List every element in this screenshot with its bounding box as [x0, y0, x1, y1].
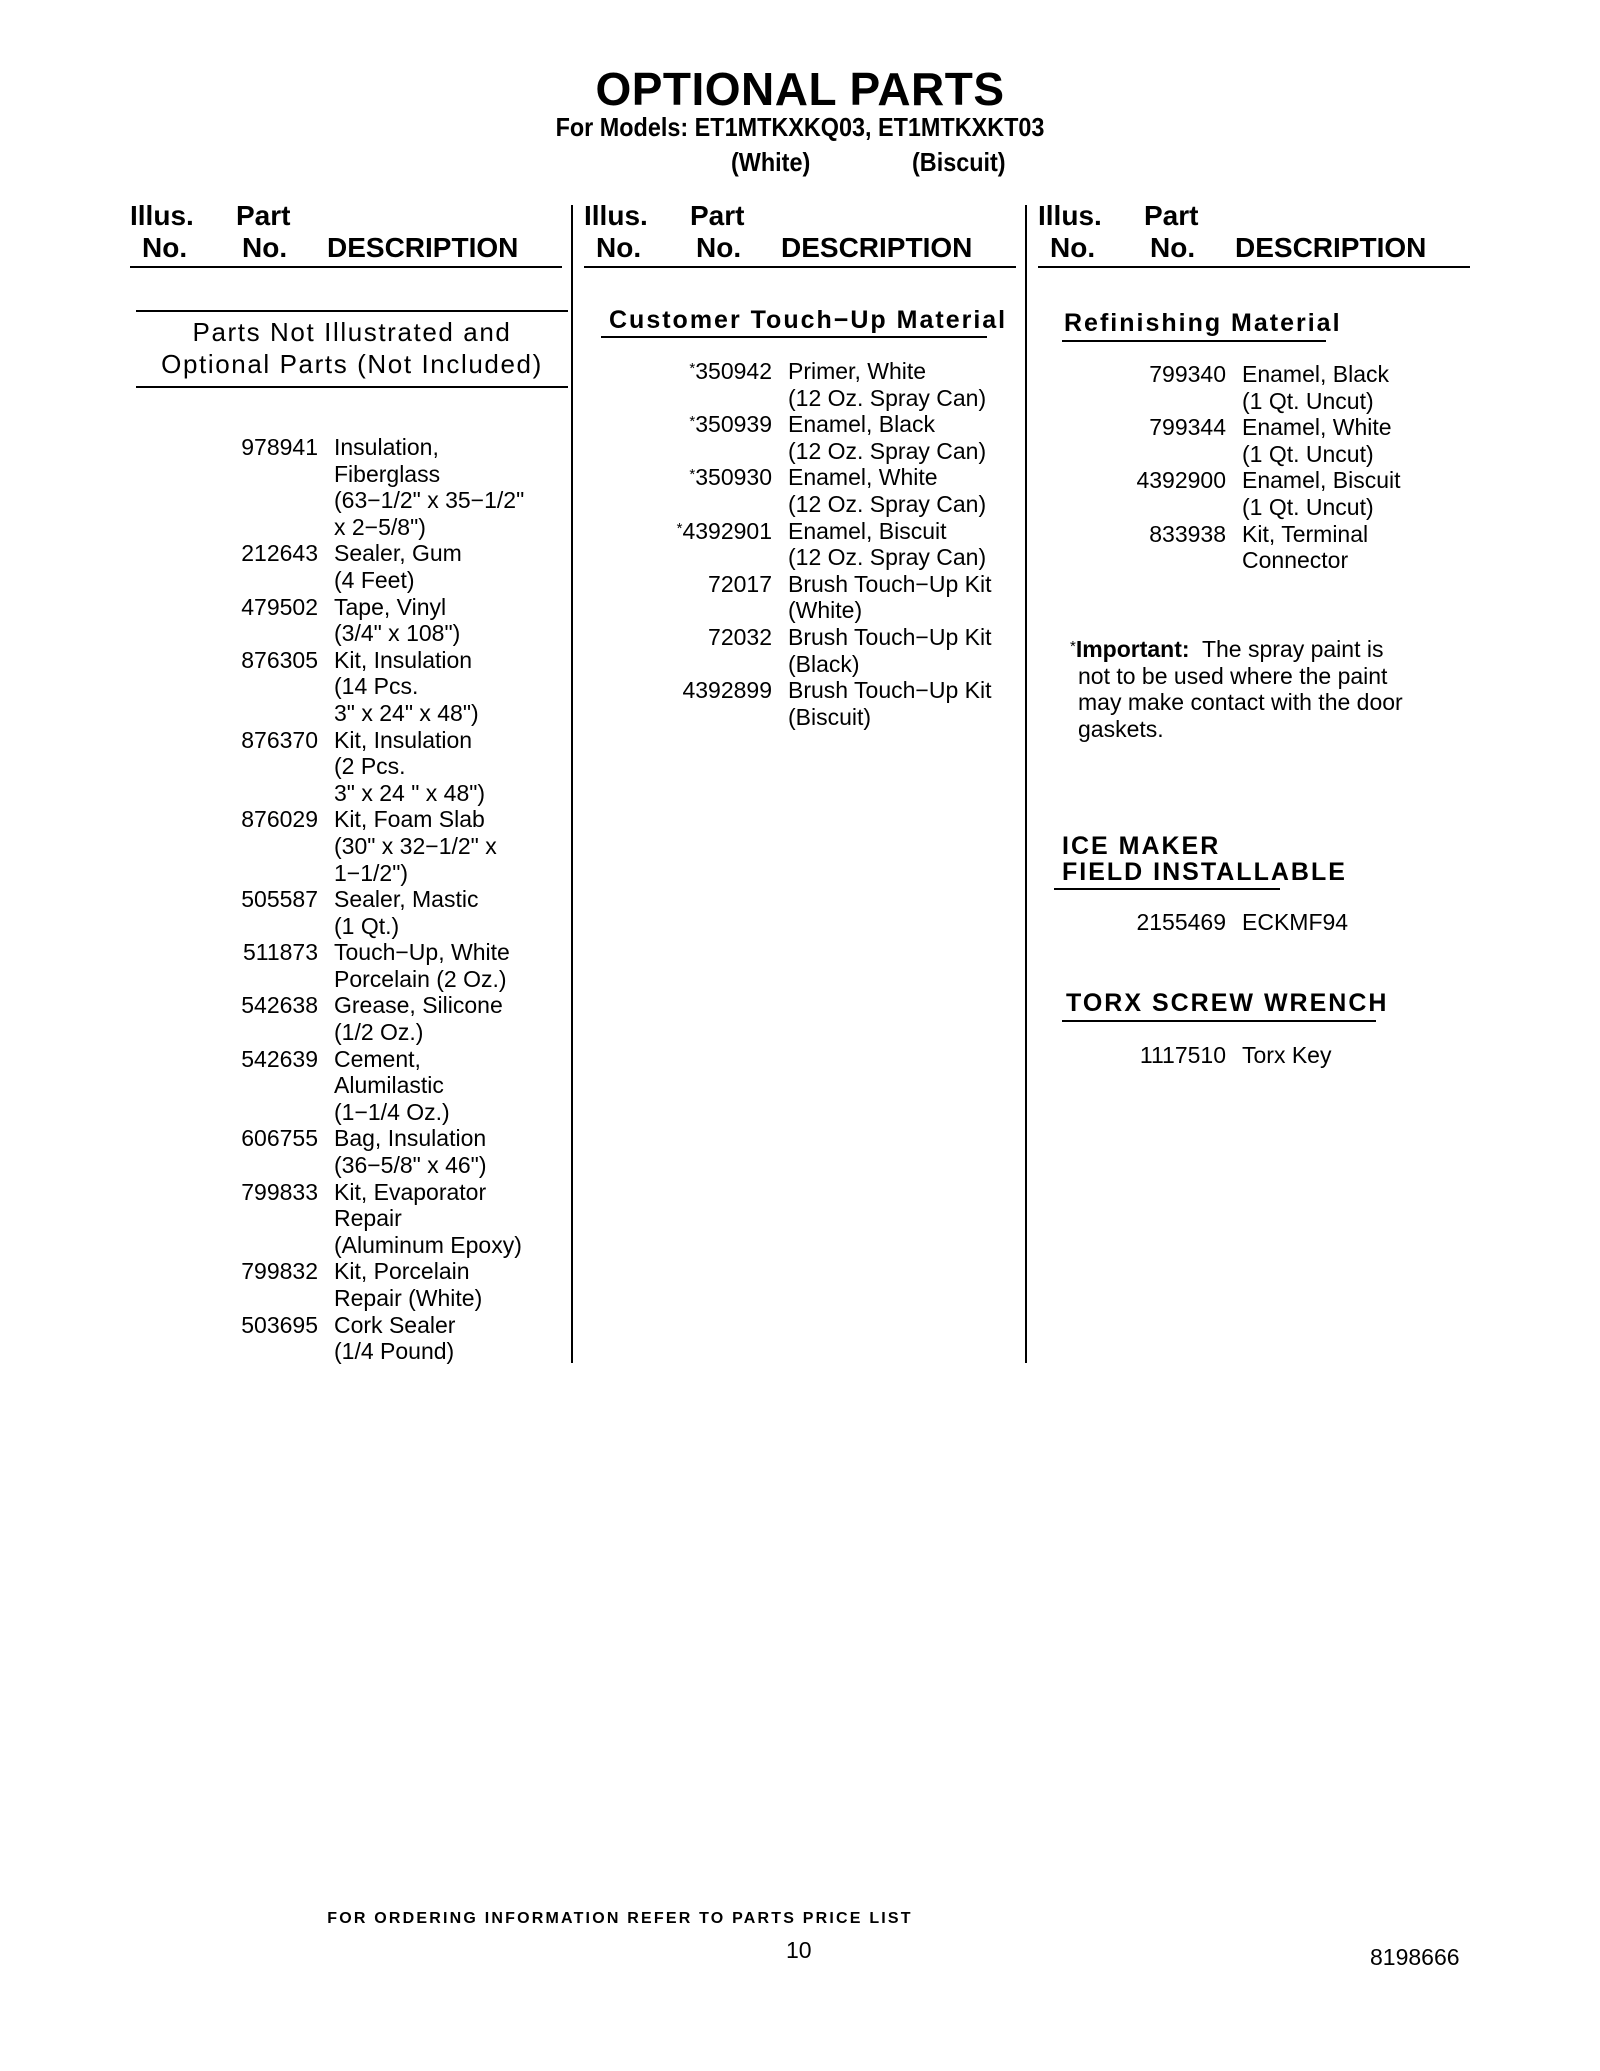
description-line: Repair (White)	[334, 1285, 483, 1311]
part-description	[334, 1125, 554, 1178]
list-item	[200, 594, 554, 647]
part-number: 799832	[241, 1258, 318, 1285]
list-item	[200, 647, 554, 727]
part-number: 978941	[241, 434, 318, 460]
part-description	[334, 647, 554, 727]
ice-maker-title-line2: FIELD INSTALLABLE	[1062, 858, 1347, 886]
description-line: 3" x 24" x 48")	[334, 699, 479, 726]
description-label: DESCRIPTION	[1235, 232, 1427, 263]
description-label: DESCRIPTION	[327, 232, 519, 263]
part-number: *350942	[689, 358, 772, 384]
list-item	[630, 518, 1018, 571]
color-biscuit-label: (Biscuit)	[912, 147, 1006, 177]
part-number: 799344	[1149, 414, 1226, 441]
description-line: (1−1/4 Oz.)	[334, 1098, 450, 1125]
description-line: Cork Sealer	[334, 1311, 456, 1338]
part-number: 212643	[241, 540, 318, 567]
description-line: (White)	[788, 597, 863, 624]
important-note	[1070, 636, 1470, 742]
part-label: Part	[236, 200, 291, 231]
part-description	[788, 624, 1018, 677]
part-number: 799833	[241, 1178, 318, 1205]
ice-maker-title	[1062, 833, 1347, 885]
part-number: 542639	[241, 1045, 318, 1072]
part-description	[788, 358, 1018, 411]
description-line: Enamel, Black	[1242, 361, 1390, 387]
list-item	[630, 464, 1018, 517]
part-number: 833938	[1149, 520, 1226, 547]
list-item	[630, 624, 1018, 677]
list-item	[200, 1125, 554, 1178]
part-number: 542638	[241, 992, 318, 1019]
description-line: Enamel, Black	[788, 411, 936, 438]
part-description	[334, 886, 554, 939]
refinishing-title: Refinishing Material	[1064, 309, 1342, 337]
asterisk-marker: *	[689, 466, 696, 484]
part-number: 511873	[242, 939, 318, 966]
asterisk-marker: *	[689, 413, 696, 431]
list-item	[200, 806, 554, 886]
list-item	[200, 727, 554, 807]
list-item	[200, 886, 554, 939]
part-number: 503695	[241, 1311, 318, 1338]
list-item	[630, 677, 1018, 730]
illus-no-label: No.	[142, 232, 188, 263]
description-label: DESCRIPTION	[781, 232, 973, 263]
description-line: Cement,	[334, 1045, 421, 1072]
parts-not-illustrated-title	[136, 316, 568, 380]
illus-no-label: No.	[1050, 232, 1096, 263]
description-line: Repair	[334, 1205, 402, 1232]
part-no-label: No.	[696, 232, 742, 263]
torx-title: TORX SCREW WRENCH	[1066, 989, 1389, 1017]
part-description	[334, 992, 554, 1045]
part-description	[334, 540, 554, 593]
description-line: ECKMF94	[1242, 909, 1349, 935]
description-line: Sealer, Gum	[334, 540, 462, 567]
description-line: (1 Qt. Uncut)	[1242, 387, 1374, 414]
part-number: 876370	[241, 726, 318, 753]
refinishing-list	[1110, 361, 1472, 574]
description-line: Kit, Terminal	[1242, 520, 1369, 547]
description-line: (1/2 Oz.)	[334, 1019, 424, 1046]
part-description	[1242, 521, 1472, 574]
col2-header-rule	[584, 266, 1016, 268]
illus-label: Illus.	[130, 200, 194, 231]
description-line: Kit, Foam Slab	[334, 806, 485, 833]
part-number: 505587	[241, 886, 318, 913]
description-line: Torx Key	[1242, 1042, 1332, 1068]
col3-header-rule	[1038, 266, 1470, 268]
torx-list	[1110, 1042, 1472, 1069]
list-item	[1110, 361, 1472, 414]
note-line4: gaskets.	[1078, 715, 1164, 742]
parts-not-illustrated-list	[200, 434, 554, 1365]
description-line: (Biscuit)	[788, 703, 872, 730]
list-item	[200, 1312, 554, 1365]
color-white-label: (White)	[731, 147, 811, 177]
description-line: (63−1/2" x 35−1/2"	[334, 487, 525, 514]
list-item	[1110, 467, 1472, 520]
description-line: (3/4" x 108")	[334, 620, 461, 647]
description-line: Primer, White	[788, 358, 927, 384]
description-line: 3" x 24 " x 48")	[334, 779, 486, 806]
document-number: 8198666	[1370, 1944, 1460, 1970]
part-number: 4392900	[1136, 467, 1226, 494]
list-item	[630, 358, 1018, 411]
description-line: Enamel, White	[788, 464, 938, 491]
description-line: Kit, Insulation	[334, 646, 473, 673]
description-line: (1 Qt. Uncut)	[1242, 493, 1374, 520]
list-item	[200, 939, 554, 992]
description-line: (1 Qt.)	[334, 912, 400, 939]
description-line: Enamel, Biscuit	[788, 517, 947, 544]
list-item	[200, 434, 554, 540]
part-description	[1242, 909, 1472, 936]
illus-label: Illus.	[1038, 200, 1102, 231]
part-number: 799340	[1149, 361, 1226, 387]
illus-no-label: No.	[596, 232, 642, 263]
part-no-label: No.	[1150, 232, 1196, 263]
section1-top-rule	[136, 310, 568, 312]
description-line: Kit, Porcelain	[334, 1258, 470, 1285]
description-line: Insulation,	[334, 434, 439, 460]
description-line: Tape, Vinyl	[334, 593, 447, 620]
page-number: 10	[786, 1937, 812, 1963]
description-line: (12 Oz. Spray Can)	[788, 490, 987, 517]
description-line: (12 Oz. Spray Can)	[788, 384, 987, 411]
customer-touch-up-list	[630, 358, 1018, 730]
part-description	[788, 677, 1018, 730]
description-line: Kit, Insulation	[334, 726, 473, 753]
note-line3: may make contact with the door	[1078, 689, 1403, 716]
part-description	[1242, 467, 1472, 520]
list-item	[200, 1046, 554, 1126]
description-line: Bag, Insulation	[334, 1125, 487, 1152]
part-number: *4392901	[676, 517, 772, 544]
section2-rule	[601, 336, 987, 338]
list-item	[200, 992, 554, 1045]
list-item	[1110, 909, 1472, 936]
ice-maker-list	[1110, 909, 1472, 936]
list-item	[1110, 1042, 1472, 1069]
torx-rule	[1062, 1020, 1376, 1022]
part-number: *350930	[689, 464, 772, 491]
ice-maker-rule	[1054, 888, 1280, 890]
part-number: 876029	[241, 806, 318, 833]
part-description	[788, 571, 1018, 624]
section3-rule	[1062, 340, 1326, 342]
list-item	[200, 1179, 554, 1259]
part-number: 606755	[241, 1125, 318, 1152]
part-description	[788, 464, 1018, 517]
asterisk-marker: *	[689, 360, 696, 377]
part-description	[1242, 1042, 1472, 1069]
customer-touch-up-title: Customer Touch−Up Material	[609, 306, 1008, 334]
part-number: 479502	[241, 593, 318, 620]
description-line: Brush Touch−Up Kit	[788, 570, 992, 597]
part-description	[334, 1312, 554, 1365]
list-item	[630, 411, 1018, 464]
important-label: Important:	[1075, 636, 1190, 662]
col1-header-rule	[130, 266, 562, 268]
description-line: (12 Oz. Spray Can)	[788, 544, 987, 571]
part-number: 72032	[708, 623, 772, 650]
part-description	[334, 806, 554, 886]
asterisk-marker: *	[676, 519, 683, 537]
part-description	[334, 1179, 554, 1259]
description-line: Alumilastic	[334, 1072, 444, 1099]
list-item	[1110, 521, 1472, 574]
note-line1: The spray paint is	[1201, 636, 1384, 662]
part-number: 1117510	[1139, 1042, 1226, 1068]
description-line: x 2−5/8")	[334, 513, 426, 540]
description-line: (14 Pcs.	[334, 673, 419, 700]
list-item	[1110, 414, 1472, 467]
section1-bottom-rule	[136, 386, 568, 388]
description-line: (2 Pcs.	[334, 753, 406, 780]
part-description	[1242, 361, 1472, 414]
part-number: 2155469	[1136, 909, 1226, 935]
part-number: 4392899	[682, 677, 772, 704]
list-item	[200, 1258, 554, 1311]
page-title: OPTIONAL PARTS	[595, 63, 1005, 115]
description-line: (1/4 Pound)	[334, 1338, 455, 1365]
part-no-label: No.	[242, 232, 288, 263]
description-line: Enamel, Biscuit	[1242, 467, 1401, 494]
part-number: 72017	[708, 570, 772, 597]
description-line: (1 Qt. Uncut)	[1242, 440, 1374, 467]
part-number: *350939	[689, 411, 772, 438]
part-description	[788, 411, 1018, 464]
column-divider-right	[1025, 205, 1027, 1363]
part-description	[334, 1258, 554, 1311]
part-description	[334, 434, 554, 540]
description-line: Fiberglass	[334, 460, 441, 487]
part-label: Part	[1144, 200, 1199, 231]
part-label: Part	[690, 200, 745, 231]
part-description	[334, 939, 554, 992]
part-description	[788, 518, 1018, 571]
list-item	[200, 540, 554, 593]
description-line: Brush Touch−Up Kit	[788, 677, 992, 704]
section-title-line1: Parts Not Illustrated and	[192, 317, 512, 347]
description-line: Enamel, White	[1242, 414, 1392, 441]
part-number: 876305	[241, 646, 318, 673]
description-line: (Aluminum Epoxy)	[334, 1231, 522, 1258]
note-asterisk: *	[1070, 638, 1076, 655]
description-line: Brush Touch−Up Kit	[788, 623, 992, 650]
part-description	[334, 727, 554, 807]
models-subtitle: For Models: ET1MTKXKQ03, ET1MTKXKT03	[555, 112, 1045, 142]
description-line: Sealer, Mastic	[334, 886, 479, 913]
section-title-line2: Optional Parts (Not Included)	[161, 349, 543, 379]
description-line: (Black)	[788, 650, 860, 677]
description-line: Connector	[1242, 547, 1349, 574]
description-line: (30" x 32−1/2" x	[334, 832, 497, 859]
part-description	[334, 594, 554, 647]
description-line: Touch−Up, White	[334, 939, 510, 966]
note-line2: not to be used where the paint	[1078, 662, 1388, 689]
list-item	[630, 571, 1018, 624]
part-description	[1242, 414, 1472, 467]
description-line: (36−5/8" x 46")	[334, 1152, 487, 1179]
description-line: Kit, Evaporator	[334, 1178, 487, 1205]
description-line: Grease, Silicone	[334, 992, 503, 1019]
description-line: (4 Feet)	[334, 566, 415, 593]
part-description	[334, 1046, 554, 1126]
ice-maker-title-line1: ICE MAKER	[1062, 832, 1221, 860]
description-line: (12 Oz. Spray Can)	[788, 437, 987, 464]
ordering-info: FOR ORDERING INFORMATION REFER TO PARTS PRICE LIST	[327, 1910, 913, 1927]
description-line: 1−1/2")	[334, 859, 409, 886]
description-line: Porcelain (2 Oz.)	[334, 965, 507, 992]
column-divider-left	[571, 205, 573, 1363]
illus-label: Illus.	[584, 200, 648, 231]
